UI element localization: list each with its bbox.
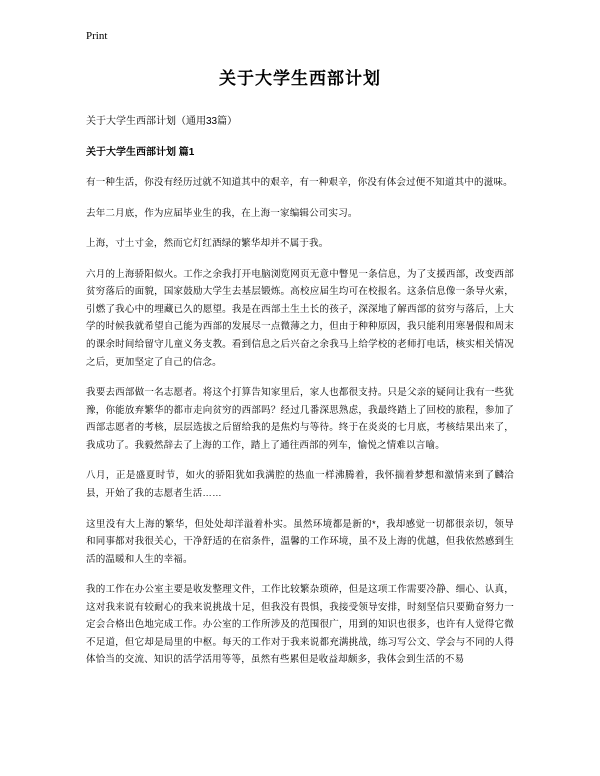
print-link[interactable]: Print	[86, 30, 108, 42]
section-heading: 关于大学生西部计划 篇1	[86, 147, 195, 159]
paragraph: 有一种生活，你没有经历过就不知道其中的艰辛，有一种艰辛，你没有体会过便不知道其中的滋味。	[86, 177, 513, 189]
paragraph: 我要去西部做一名志愿者。将这个打算告知家里后，家人也都很支持。只是父亲的疑问让我有一些犹豫，你能放弃繁华的都市走向贫穷的西部吗？经过几番深思熟虑，我最终踏上了回校的旅程，参加了西部志愿者的考核，层层选拔之后留给我的是焦灼与等待。终于在炎炎的七月底，考核结果出来了，我成功了。我毅然辞去了上海的工作，踏上了通往西部的列车，愉悦之情难以言喻。	[86, 387, 514, 451]
paragraph: 八月，正是盛夏时节，如火的骄阳犹如我满腔的热血一样沸腾着，我怀揣着梦想和激情来到了麟洽县，开始了我的志愿者生活……	[86, 470, 514, 499]
paragraph: 上海，寸土寸金，然而它灯红酒绿的繁华却并不属于我。	[86, 238, 329, 250]
paragraph: 我的工作在办公室主要是收发整理文件，工作比较繁杂琐碎，但是这项工作需要冷静、细心、认真，这对我来说有较耐心的我来说挑战十足，但我没有畏惧，我接受领导安排，时刻坚信只要勤奋努力一定会合格出色地完成工作。办公室的工作所涉及的范围很广，用到的知识也很多，也许有人觉得它微不足道，但它却是局里的中枢。每天的工作对于我来说都充满挑战，练习写公文、学会与不同的人得体恰当的交流、知识的活学活用等等，虽然有些累但是收益却颇多，我体会到生活的不易	[86, 584, 514, 666]
document-body	[86, 174, 514, 669]
paragraph: 这里没有大上海的繁华，但处处却洋溢着朴实。虽然环境都是新的*，我却感觉一切都很亲切，领导和同事都对我很关心，干净舒适的在宿条件，温馨的工作环境，虽不及上海的优越，但我依然感到生活的温暖和人生的幸福。	[86, 518, 514, 565]
paragraph: 六月的上海骄阳似火。工作之余我打开电脑浏览网页无意中瞥见一条信息，为了支援西部，改变西部贫穷落后的面貌，国家鼓励大学生去基层锻炼。高校应届生均可在校报名。这条信息像一条导火索，引燃了我心中的埋藏已久的愿望。我是在西部土生土长的孩子，深深地了解西部的贫穷与落后，上大学的时候我就希望自己能为西部的发展尽一点微薄之力，但由于种种原因，我只能利用寒暑假和周末的课余时间给留守儿童义务支教。看到信息之后兴奋之余我马上给学校的老师打电话，核实相关情况之后，更加坚定了自己的信念。	[86, 268, 514, 368]
document-subtitle: 关于大学生西部计划（通用33篇）	[86, 116, 238, 128]
paragraph: 去年二月底，作为应届毕业生的我，在上海一家编辑公司实习。	[86, 207, 358, 219]
page-title: 关于大学生西部计划	[219, 69, 381, 88]
